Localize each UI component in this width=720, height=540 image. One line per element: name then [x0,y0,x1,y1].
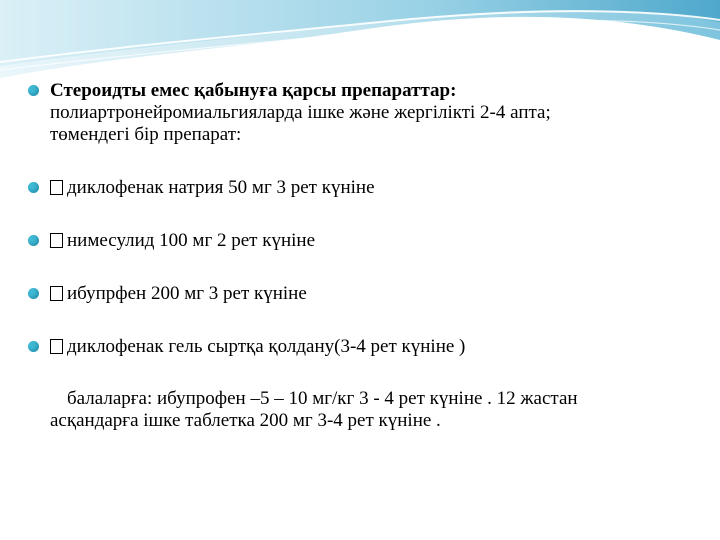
children-note-line-1: балаларға: ибупрофен –5 – 10 мг/кг 3 - 4 рет күніне . 12 жастан [67,388,578,409]
heading-line-2: полиартронейромиальгияларда ішке және жергілікті 2-4 апта; [50,102,551,123]
heading-line-3: төмендегі бір препарат: [50,124,242,145]
children-note-line-2: асқандарға ішке таблетка 200 мг 3-4 рет күніне . [50,410,441,431]
circle-bullet-icon [28,341,39,352]
empty-box-glyph-icon [50,339,63,354]
circle-bullet-icon [28,288,39,299]
circle-bullet-icon [28,182,39,193]
empty-box-glyph-icon [50,286,63,301]
circle-bullet-icon [28,85,39,96]
circle-bullet-icon [28,235,39,246]
children-dosage-note [50,388,680,432]
empty-box-glyph-icon [50,180,63,195]
empty-box-glyph-icon [50,233,63,248]
heading-bold-line: Стероидты емес қабынуға қарсы препараттар: [50,80,457,101]
drug-text: ибупрфен 200 мг 3 рет күніне [67,283,307,304]
drug-text: нимесулид 100 мг 2 рет күніне [67,230,316,251]
heading-text [50,80,690,146]
drug-text: диклофенак гель сыртқа қолдану(3-4 рет күніне ) [67,336,466,357]
drug-text: диклофенак натрия 50 мг 3 рет күніне [67,177,375,198]
